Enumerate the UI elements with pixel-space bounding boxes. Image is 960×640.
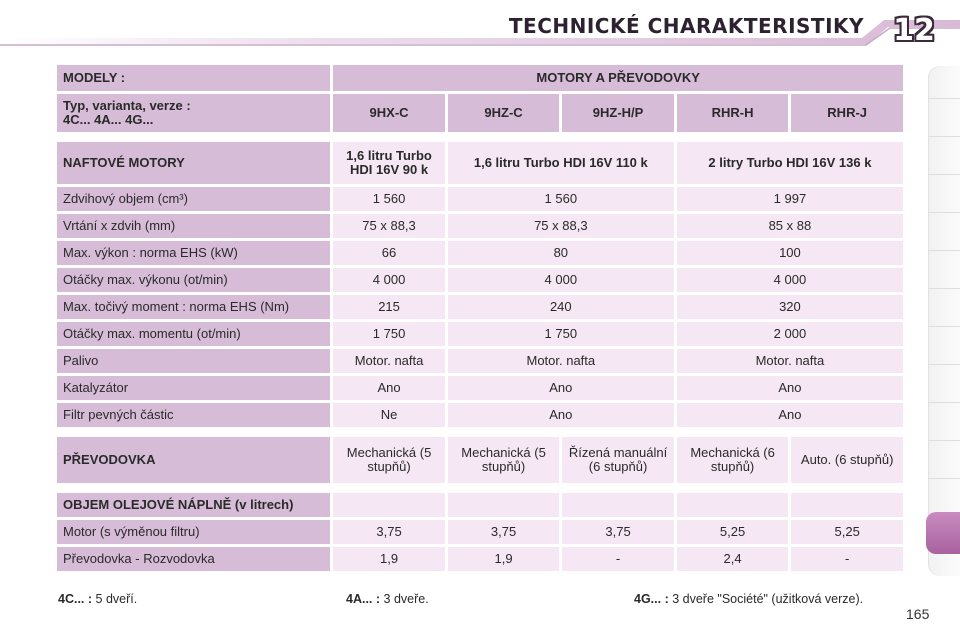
gearbox-cell: Mechanická (5 stupňů) (333, 437, 445, 483)
row-value: 75 x 88,3 (333, 214, 445, 238)
row-value: 80 (448, 241, 674, 265)
row-value: 215 (333, 295, 445, 319)
table-row-models (57, 65, 903, 91)
engine-cell: 1,6 litru Turbo HDI 16V 110 k (448, 142, 674, 184)
row-value: 1 997 (677, 187, 903, 211)
page-number: 165 (906, 606, 930, 622)
table-row (57, 322, 903, 346)
row-value: Ano (448, 376, 674, 400)
type-cell: RHR-H (677, 94, 789, 132)
row-value: - (562, 547, 674, 571)
side-index-tab[interactable] (928, 174, 960, 211)
type-cell: 9HZ-H/P (562, 94, 674, 132)
models-label: MODELY : (57, 65, 330, 91)
row-value: 75 x 88,3 (448, 214, 674, 238)
row-label: Katalyzátor (57, 376, 330, 400)
row-value: 3,75 (562, 520, 674, 544)
row-label: Filtr pevných částic (57, 403, 330, 427)
side-index-tab[interactable] (928, 212, 960, 249)
side-index-tab[interactable] (928, 478, 960, 515)
table-row (57, 295, 903, 319)
footnote-text: 3 dveře. (383, 592, 429, 606)
footnote-key: 4C... : (58, 592, 93, 606)
row-value: 85 x 88 (677, 214, 903, 238)
row-value: 2,4 (677, 547, 789, 571)
engines-header: MOTORY A PŘEVODOVKY (333, 65, 903, 91)
row-value: Motor. nafta (677, 349, 903, 373)
side-index-tab[interactable] (928, 288, 960, 325)
footnote-4g (634, 592, 863, 606)
side-index-tab-active[interactable] (926, 512, 960, 554)
row-value: 100 (677, 241, 903, 265)
row-value: 3,75 (333, 520, 445, 544)
row-value: Ne (333, 403, 445, 427)
row-label: Motor (s výměnou filtru) (57, 520, 330, 544)
row-label: Max. točivý moment : norma EHS (Nm) (57, 295, 330, 319)
engine-cell: 1,6 litru Turbo HDI 16V 90 k (333, 142, 445, 184)
side-index-tabs (928, 66, 960, 576)
table-row (57, 268, 903, 292)
row-value: 1,9 (448, 547, 560, 571)
side-index-tab[interactable] (928, 402, 960, 439)
footnote-key: 4A... : (346, 592, 381, 606)
row-value: 1,9 (333, 547, 445, 571)
footnote-key: 4G... : (634, 592, 669, 606)
gearbox-cell: Mechanická (5 stupňů) (448, 437, 560, 483)
footnote-text: 5 dveří. (95, 592, 138, 606)
row-value: Ano (333, 376, 445, 400)
gearbox-cell: Řízená manuální (6 stupňů) (562, 437, 674, 483)
footnote-4c (58, 592, 137, 606)
gearbox-label: PŘEVODOVKA (57, 437, 330, 483)
row-value: 2 000 (677, 322, 903, 346)
row-value: 4 000 (333, 268, 445, 292)
row-value: Ano (448, 403, 674, 427)
type-cell: RHR-J (791, 94, 903, 132)
row-value: 5,25 (677, 520, 789, 544)
row-label: Otáčky max. momentu (ot/min) (57, 322, 330, 346)
table-row-engines (57, 142, 903, 184)
spec-table (54, 62, 906, 574)
table-row (57, 403, 903, 427)
table-row-oil-header (57, 493, 903, 517)
row-value: 1 560 (448, 187, 674, 211)
table-row-types (57, 94, 903, 132)
engine-cell: 2 litry Turbo HDI 16V 136 k (677, 142, 903, 184)
table-row (57, 520, 903, 544)
row-label: Max. výkon : norma EHS (kW) (57, 241, 330, 265)
row-value: Ano (677, 403, 903, 427)
side-index-tab[interactable] (928, 98, 960, 135)
row-label: Převodovka - Rozvodovka (57, 547, 330, 571)
row-value: 3,75 (448, 520, 560, 544)
type-label-line1: Typ, varianta, verze : (63, 98, 191, 113)
row-value: 1 750 (333, 322, 445, 346)
footnote-text: 3 dveře "Société" (užitková verze). (672, 592, 864, 606)
row-value: 320 (677, 295, 903, 319)
row-value: Motor. nafta (333, 349, 445, 373)
row-value: - (791, 547, 903, 571)
type-label-line2: 4C... 4A... 4G... (63, 112, 154, 127)
side-index-tab[interactable] (928, 136, 960, 173)
gearbox-cell: Mechanická (6 stupňů) (677, 437, 789, 483)
diesel-label: NAFTOVÉ MOTORY (57, 142, 330, 184)
row-value: 66 (333, 241, 445, 265)
row-value: Motor. nafta (448, 349, 674, 373)
row-value: 240 (448, 295, 674, 319)
type-cell: 9HX-C (333, 94, 445, 132)
gearbox-cell: Auto. (6 stupňů) (791, 437, 903, 483)
row-value: 4 000 (448, 268, 674, 292)
table-row (57, 349, 903, 373)
row-value: 5,25 (791, 520, 903, 544)
table-row (57, 376, 903, 400)
row-value: 1 560 (333, 187, 445, 211)
row-label: Palivo (57, 349, 330, 373)
side-index-tab[interactable] (928, 440, 960, 477)
side-index-tab[interactable] (928, 250, 960, 287)
row-value: 4 000 (677, 268, 903, 292)
page-title: TECHNICKÉ CHARAKTERISTIKY (508, 14, 864, 38)
table-row (57, 241, 903, 265)
spec-table-container (54, 62, 906, 574)
type-label (57, 94, 330, 132)
table-row (57, 187, 903, 211)
oil-label: OBJEM OLEJOVÉ NÁPLNĚ (v litrech) (57, 493, 330, 517)
row-value: Ano (677, 376, 903, 400)
table-row (57, 214, 903, 238)
footnote-4a (346, 592, 429, 606)
row-value: 1 750 (448, 322, 674, 346)
chapter-number-badge: 12 (893, 12, 935, 48)
table-row-gearbox (57, 437, 903, 483)
side-index-tab[interactable] (928, 326, 960, 363)
row-label: Vrtání x zdvih (mm) (57, 214, 330, 238)
side-index-tab[interactable] (928, 364, 960, 401)
row-label: Otáčky max. výkonu (ot/min) (57, 268, 330, 292)
type-cell: 9HZ-C (448, 94, 560, 132)
table-row (57, 547, 903, 571)
row-label: Zdvihový objem (cm³) (57, 187, 330, 211)
